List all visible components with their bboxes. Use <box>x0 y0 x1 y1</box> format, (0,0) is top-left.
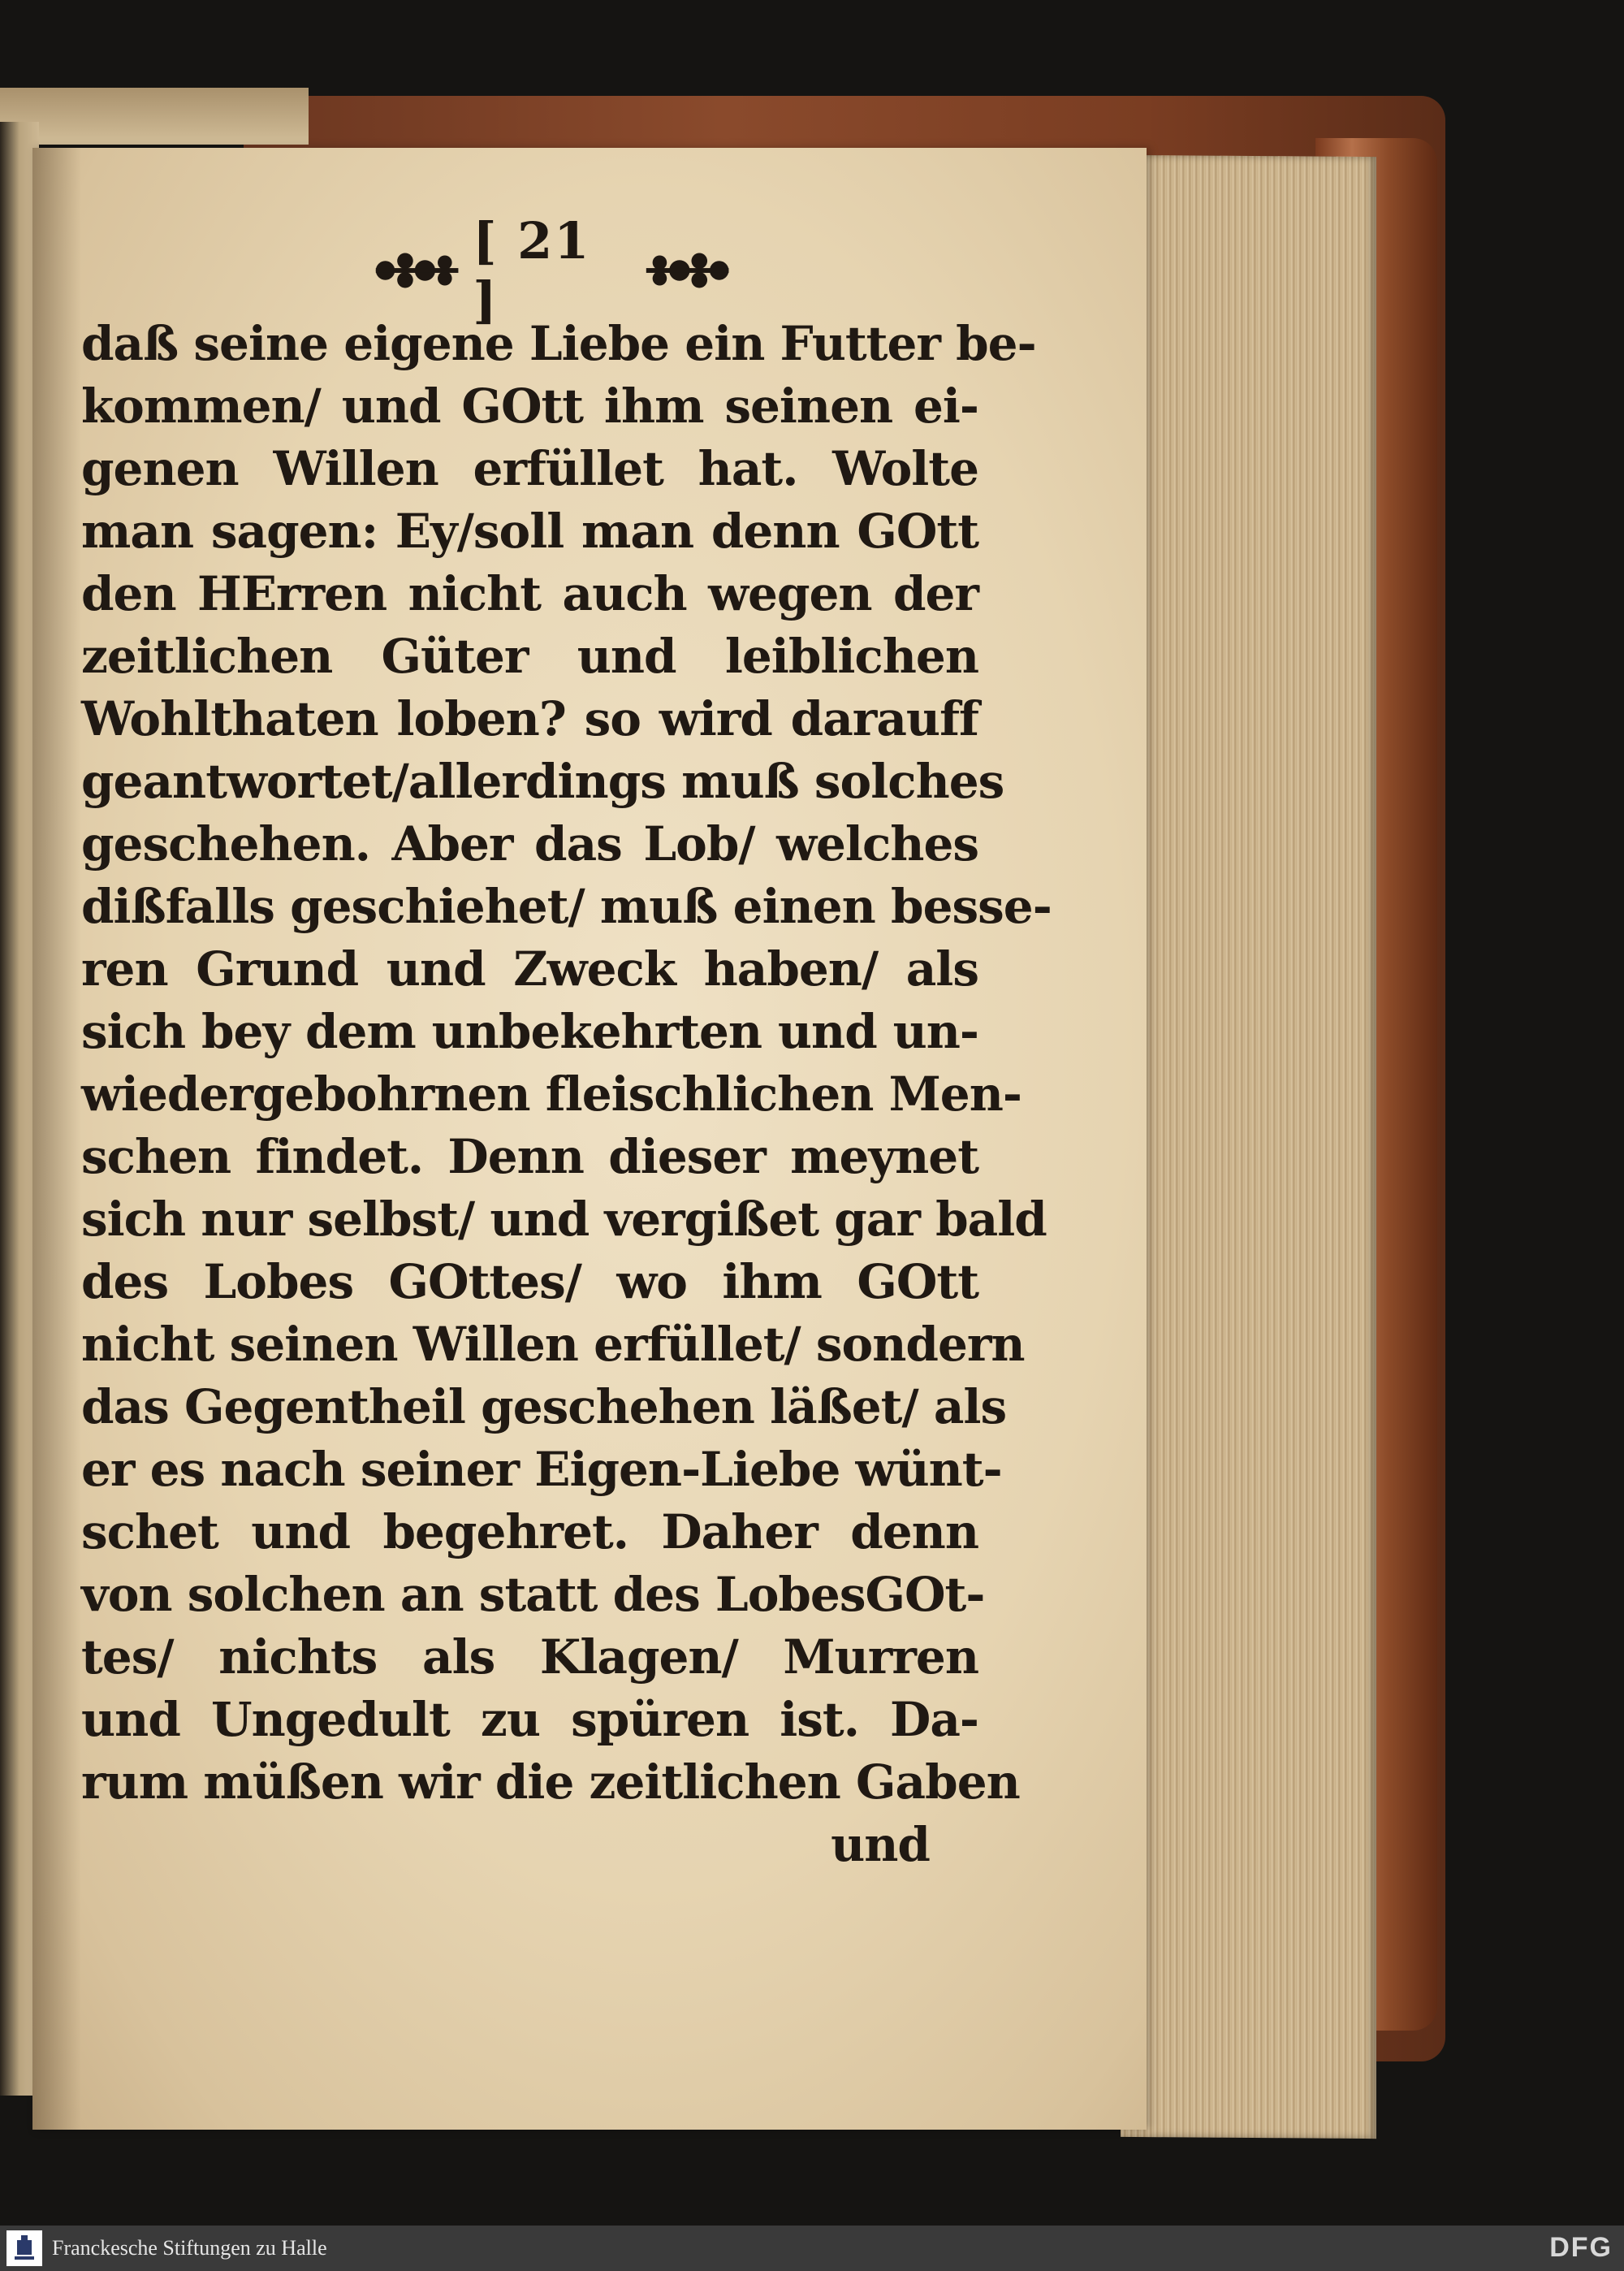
text-line: rum müßen wir die zeitlichen Gaben <box>81 1754 1020 1810</box>
spine-headband <box>0 88 309 145</box>
text-line: geschehen. Aber das Lob/ welches <box>81 816 978 872</box>
dfg-logo: DFG <box>1549 2232 1613 2263</box>
page-stack <box>1121 155 1376 2139</box>
text-line: und Ungedult zu spüren ist. Da- <box>81 1692 978 1747</box>
text-line: schen findet. Denn dieser meynet <box>81 1129 978 1184</box>
page-gutter <box>32 148 81 2130</box>
text-line: das Gegentheil geschehen läßet/ als <box>81 1379 1007 1434</box>
page-number: [ 21 ] <box>473 211 591 330</box>
institution-name: Franckesche Stiftungen zu Halle <box>52 2236 327 2260</box>
text-line: genen Willen erfüllet hat. Wolte <box>81 441 978 496</box>
text-line: geantwortet/allerdings muß solches <box>81 754 1004 809</box>
text-line: wiedergebohrnen fleischlichen Men- <box>81 1066 1021 1122</box>
body-text <box>81 313 1052 1876</box>
viewer-footer <box>0 2226 1624 2271</box>
text-line: Wohlthaten loben? so wird darauff <box>81 691 978 746</box>
text-line: sich bey dem unbekehrten und un- <box>81 1004 978 1059</box>
left-ornament-icon <box>369 246 464 295</box>
text-line: ren Grund und Zweck haben/ als <box>81 941 978 997</box>
right-ornament-icon <box>640 246 735 295</box>
text-line: schet und begehret. Daher denn <box>81 1504 978 1559</box>
page-header <box>369 211 735 330</box>
text-line: kommen/ und GOtt ihm seinen ei- <box>81 378 978 434</box>
text-line: sich nur selbst/ und vergißet gar bald <box>81 1192 1047 1247</box>
text-line: zeitlichen Güter und leiblichen <box>81 629 978 684</box>
text-line: den HErren nicht auch wegen der <box>81 566 978 621</box>
catchword: und <box>831 1817 930 1872</box>
text-line: des Lobes GOttes/ wo ihm GOtt <box>81 1254 978 1309</box>
text-line: von solchen an statt des LobesGOt- <box>81 1567 985 1622</box>
institution-logo-icon <box>6 2230 42 2266</box>
text-line: tes/ nichts als Klagen/ Murren <box>81 1629 978 1685</box>
text-line: nicht seinen Willen erfüllet/ sondern <box>81 1317 1025 1372</box>
text-line: er es nach seiner Eigen-Liebe wünt- <box>81 1442 1002 1497</box>
text-line: dißfalls geschiehet/ muß einen besse- <box>81 879 1052 934</box>
text-line: daß seine eigene Liebe ein Futter be- <box>81 316 1036 371</box>
text-line: man sagen: Ey/soll man denn GOtt <box>81 504 978 559</box>
